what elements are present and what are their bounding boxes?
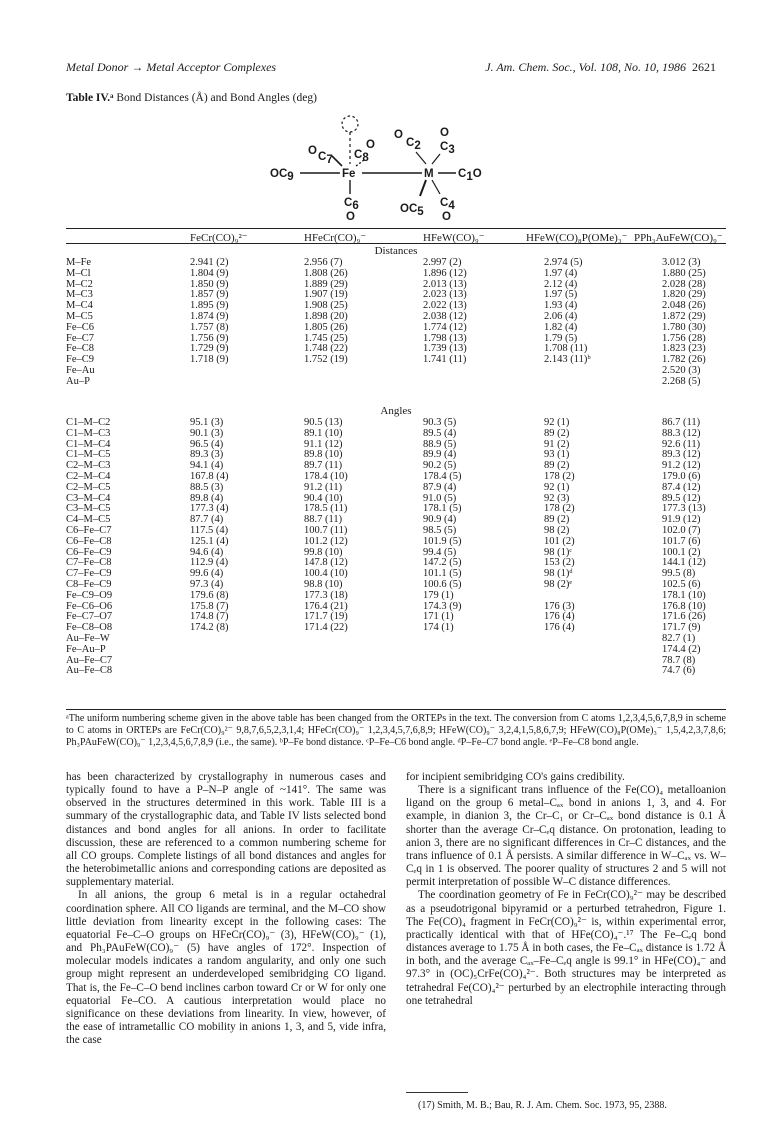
table-cell: 1.79 (5) <box>544 332 578 344</box>
scheme-c3: C3 <box>440 141 455 156</box>
table-cell: 2.12 (4) <box>544 278 578 290</box>
table-cell: 89.3 (12) <box>662 449 701 461</box>
table-cell: 90.2 (5) <box>423 460 457 472</box>
table-cell: 2.028 (28) <box>662 278 706 290</box>
table-cell: 167.8 (4) <box>190 470 229 482</box>
row-label: C7–Fe–C8 <box>66 557 112 569</box>
table-cell: 91.0 (5) <box>423 492 457 504</box>
table-cell: 178.1 (10) <box>662 589 706 601</box>
row-label: Au–Fe–W <box>66 632 110 644</box>
table-cell: 1.850 (9) <box>190 278 229 290</box>
table-cell: 100.1 (2) <box>662 546 701 558</box>
bond-m-c3 <box>432 154 440 164</box>
table-cell: 171.4 (22) <box>304 622 348 634</box>
table-label: Table IV.ᵃ <box>66 92 114 104</box>
row-label: Fe–C8 <box>66 343 95 355</box>
table-cell: 89.1 (10) <box>304 427 343 439</box>
table-cell: 92 (3) <box>544 492 570 504</box>
body-paragraph: has been characterized by crystallography in numerous cases and typically found to have a P–N–P angle of ~141°. The same was observed in the structures determined in this work. Table III is a summary of the crystallographic data, and Table IV lists selected bond distances and bond angles for all anions. In order to facilitate discussion, these are referenced to a common numbering scheme for all CO groups. Complete listings of all bond distances and angles for the heterobimetallic anions and corresponding cations are deposited as supplementary material. <box>66 771 386 889</box>
row-label: C8–Fe–C9 <box>66 578 112 590</box>
table-header-rule <box>66 243 726 244</box>
table-row <box>66 280 726 291</box>
table-cell: 101.2 (12) <box>304 535 348 547</box>
table-cell: 98 (1)ᵈ <box>544 568 573 580</box>
scheme-c2: C2 <box>406 137 421 152</box>
table-bottom-rule <box>66 709 726 710</box>
table-cell: 1.857 (9) <box>190 289 229 301</box>
table-cell: 178.5 (11) <box>304 503 348 515</box>
table-cell: 92.6 (11) <box>662 438 701 450</box>
row-label: Fe–C6 <box>66 321 95 333</box>
scheme-o4: O <box>442 211 451 223</box>
table-cell: 1.739 (13) <box>423 343 467 355</box>
table-cell: 100.6 (5) <box>423 578 462 590</box>
table-row <box>66 526 726 537</box>
table-cell: 92 (1) <box>544 417 570 428</box>
table-row <box>66 440 726 451</box>
table-row <box>66 301 726 312</box>
table-row <box>66 258 726 269</box>
table-cell: 1.97 (4) <box>544 267 578 279</box>
bond-fe-c7 <box>332 156 342 166</box>
scheme-fe: Fe <box>342 168 356 180</box>
table-cell: 88.9 (5) <box>423 438 457 450</box>
table-cell: 102.0 (7) <box>662 524 701 536</box>
table-cell: 178 (2) <box>544 503 575 515</box>
scheme-c4: C4 <box>440 197 455 212</box>
table-cell: 179 (1) <box>423 589 454 601</box>
table-cell: 1.97 (5) <box>544 289 578 301</box>
table-row <box>66 450 726 461</box>
table-row <box>66 494 726 505</box>
scheme-c1o: C1O <box>458 168 482 183</box>
table-cell: 1.757 (8) <box>190 321 229 333</box>
table-cell: 89.7 (11) <box>304 460 343 472</box>
table-cell: 100.4 (10) <box>304 568 348 580</box>
table-cell: 100.7 (11) <box>304 524 348 536</box>
table-cell: 2.997 (2) <box>423 257 462 268</box>
reference-17: (17) Smith, M. B.; Bau, R. J. Am. Chem. Soc. 1973, 95, 2388. <box>418 1100 667 1111</box>
table-row <box>66 312 726 323</box>
row-label: C7–Fe–C9 <box>66 568 112 580</box>
table-cell: 89.8 (4) <box>190 492 224 504</box>
table-cell: 2.048 (26) <box>662 300 706 312</box>
table-cell: 89.9 (4) <box>423 449 457 461</box>
table-cell: 2.06 (4) <box>544 310 578 322</box>
table-row <box>66 472 726 483</box>
table-cell: 2.941 (2) <box>190 257 229 268</box>
column-header: HFeCr(CO)₉⁻ <box>304 232 367 244</box>
table-cell: 176.4 (21) <box>304 600 348 612</box>
table-cell: 98.5 (5) <box>423 524 457 536</box>
row-label: Fe–Au–P <box>66 643 106 655</box>
table-cell: 89 (2) <box>544 460 570 472</box>
scheme-o8: O <box>366 139 375 151</box>
table-cell: 174 (1) <box>423 622 454 634</box>
table-row <box>66 548 726 559</box>
table-cell: 1.729 (9) <box>190 343 229 355</box>
table-cell: 88.5 (3) <box>190 481 224 493</box>
table-row <box>66 569 726 580</box>
table-row <box>66 461 726 472</box>
table-cell: 74.7 (6) <box>662 665 696 677</box>
table-cell: 89.8 (10) <box>304 449 343 461</box>
table-cell: 1.718 (9) <box>190 354 229 366</box>
table-cell: 96.5 (4) <box>190 438 224 450</box>
table-row <box>66 515 726 526</box>
row-label: C6–Fe–C8 <box>66 535 112 547</box>
scheme-svg <box>270 108 510 222</box>
table-cell: 91.9 (12) <box>662 514 701 526</box>
table-cell: 1.896 (12) <box>423 267 467 279</box>
table-cell: 177.3 (4) <box>190 503 229 515</box>
table-cell: 1.741 (11) <box>423 354 467 366</box>
table-cell: 1.808 (26) <box>304 267 348 279</box>
table-cell: 171.7 (9) <box>662 622 701 634</box>
table-cell: 88.7 (11) <box>304 514 343 526</box>
scheme-m: M <box>424 168 434 180</box>
table-cell: 87.7 (4) <box>190 514 224 526</box>
table-cell: 1.805 (26) <box>304 321 348 333</box>
table-cell: 178 (2) <box>544 470 575 482</box>
table-cell: 2.268 (5) <box>662 375 701 387</box>
row-label: C6–Fe–C9 <box>66 546 112 558</box>
running-header-journal <box>485 60 716 75</box>
table-cell: 93 (1) <box>544 449 570 461</box>
table-cell: 2.974 (5) <box>544 257 583 268</box>
table-row <box>66 656 726 667</box>
table-cell: 90.4 (10) <box>304 492 343 504</box>
numbering-scheme-diagram <box>270 108 510 222</box>
column-header: HFeW(CO)₈P(OMe)₃⁻ <box>526 232 628 244</box>
table-cell: 178.1 (5) <box>423 503 462 515</box>
table-row <box>66 429 726 440</box>
table-cell: 92 (1) <box>544 481 570 493</box>
table-cell: 176 (4) <box>544 611 575 623</box>
table-top-rule <box>66 228 726 229</box>
table-cell: 98 (1)ᶜ <box>544 546 573 558</box>
table-cell: 144.1 (12) <box>662 557 706 569</box>
row-label: M–Fe <box>66 257 92 268</box>
table-cell: 90.3 (5) <box>423 417 457 428</box>
bond-m-c5 <box>420 180 426 196</box>
table-cell: 2.520 (3) <box>662 364 701 376</box>
table-cell: 98 (2)ᵉ <box>544 578 573 590</box>
table-cell: 176 (3) <box>544 600 575 612</box>
table-cell: 1.756 (28) <box>662 332 706 344</box>
table-cell: 99.5 (8) <box>662 568 696 580</box>
table-cell: 87.4 (12) <box>662 481 701 493</box>
table-cell: 1.745 (25) <box>304 332 348 344</box>
table-row <box>66 645 726 656</box>
table-row <box>66 323 726 334</box>
table-cell: 1.780 (30) <box>662 321 706 333</box>
table-cell: 89 (2) <box>544 514 570 526</box>
table-cell: 99.6 (4) <box>190 568 224 580</box>
table-cell: 89.5 (12) <box>662 492 701 504</box>
table-cell: 2.023 (13) <box>423 289 467 301</box>
table-cell: 177.3 (13) <box>662 503 706 515</box>
table-row <box>66 634 726 645</box>
table-cell: 174.8 (7) <box>190 611 229 623</box>
table-cell: 2.038 (12) <box>423 310 467 322</box>
table-row <box>66 418 726 429</box>
bond-m-c4 <box>432 180 440 194</box>
table-cell: 153 (2) <box>544 557 575 569</box>
table-cell: 89.5 (4) <box>423 427 457 439</box>
table-cell: 1.898 (20) <box>304 310 348 322</box>
table-row <box>66 483 726 494</box>
table-cell: 88.3 (12) <box>662 427 701 439</box>
table-row <box>66 558 726 569</box>
row-label: C2–M–C3 <box>66 460 111 472</box>
table-cell: 90.9 (4) <box>423 514 457 526</box>
table-cell: 91 (2) <box>544 438 570 450</box>
row-label: C3–M–C4 <box>66 492 111 504</box>
table-cell: 87.9 (4) <box>423 481 457 493</box>
table-row <box>66 666 726 677</box>
table-cell: 82.7 (1) <box>662 632 696 644</box>
table-cell: 176 (4) <box>544 622 575 634</box>
body-paragraph: The coordination geometry of Fe in FeCr(CO)₉²⁻ may be described as a pseudotrigonal bipyramid or a perturbed tetrahedron, Figure 1. The Fe(CO)₄ fragment in FeCr(CO)₉²⁻ is, within experimental error, practically identical with that of HFe(CO)₄⁻.¹⁷ The Fe–Cₑq bond distances average to 1.75 Å in both cases, the Fe–Cₐₓ distance is 1.72 Å in both, and the average Cₐₓ–Fe–Cₑq angle is 99.1° in HFe(CO)₄⁻ and 97.3° in (OC)₅CrFe(CO)₄²⁻. Both structures may be interpreted as tetrahedral Fe(CO)₄²⁻ perturbed by an electrophile interacting through one tetrahedral <box>406 889 726 1007</box>
table-row <box>66 537 726 548</box>
row-label: C1–M–C3 <box>66 427 111 439</box>
column-header: HFeW(CO)₉⁻ <box>423 232 485 244</box>
table-cell: 179.6 (8) <box>190 589 229 601</box>
table-cell: 1.895 (9) <box>190 300 229 312</box>
column-header: PPh₃AuFeW(CO)₉⁻ <box>634 232 723 244</box>
table-cell: 178.4 (10) <box>304 470 348 482</box>
table-cell: 2.013 (13) <box>423 278 467 290</box>
table-cell: 1.93 (4) <box>544 300 578 312</box>
body-paragraph: for incipient semibridging CO's gains credibility. <box>406 771 625 783</box>
table-cell: 147.8 (12) <box>304 557 348 569</box>
table-cell: 177.3 (18) <box>304 589 348 601</box>
table-cell: 1.752 (19) <box>304 354 348 366</box>
table-row <box>66 504 726 515</box>
table-cell: 90.1 (3) <box>190 427 224 439</box>
table-cell: 2.956 (7) <box>304 257 343 268</box>
table-cell: 1.748 (22) <box>304 343 348 355</box>
row-label: C6–Fe–C7 <box>66 524 112 536</box>
body-column-right <box>406 771 726 1008</box>
table-cell: 179.0 (6) <box>662 470 701 482</box>
table-cell: 171.6 (26) <box>662 611 706 623</box>
reference-rule <box>406 1092 468 1093</box>
table-cell: 98.8 (10) <box>304 578 343 590</box>
scheme-o6: O <box>346 211 355 223</box>
scheme-o2: O <box>394 129 403 141</box>
distances-table <box>66 258 726 388</box>
page-number: 2621 <box>692 60 716 74</box>
scheme-oc5: OC5 <box>400 203 424 218</box>
table-cell: 125.1 (4) <box>190 535 229 547</box>
table-cell: 2.022 (13) <box>423 300 467 312</box>
table-cell: 117.5 (4) <box>190 524 229 536</box>
table-cell: 1.774 (12) <box>423 321 467 333</box>
table-cell: 91.1 (12) <box>304 438 343 450</box>
row-label: C1–M–C2 <box>66 417 111 428</box>
table-cell: 1.874 (9) <box>190 310 229 322</box>
table-cell: 98 (2) <box>544 524 570 536</box>
table-cell: 91.2 (12) <box>662 460 701 472</box>
scheme-o3: O <box>440 127 449 139</box>
angles-section-label: Angles <box>380 405 412 417</box>
row-label: Fe–C9–O9 <box>66 589 113 601</box>
row-label: Fe–C7 <box>66 332 95 344</box>
row-label: C2–M–C5 <box>66 481 111 493</box>
table-cell: 178.4 (5) <box>423 470 462 482</box>
table-cell: 112.9 (4) <box>190 557 229 569</box>
table-cell: 99.4 (5) <box>423 546 457 558</box>
table-cell: 1.782 (26) <box>662 354 706 366</box>
table-cell: 174.2 (8) <box>190 622 229 634</box>
table-cell: 94.1 (4) <box>190 460 224 472</box>
table-cell: 89 (2) <box>544 427 570 439</box>
table-cell: 101.1 (5) <box>423 568 462 580</box>
table-caption <box>66 92 317 104</box>
row-label: Au–Fe–C8 <box>66 665 113 677</box>
body-column-left <box>66 771 386 1047</box>
table-cell: 1.872 (29) <box>662 310 706 322</box>
row-label: M–C2 <box>66 278 93 290</box>
row-label: M–C3 <box>66 289 93 301</box>
row-label: M–Cl <box>66 267 91 279</box>
row-label: Fe–C6–O6 <box>66 600 113 612</box>
row-label: Fe–C8–O8 <box>66 622 113 634</box>
table-cell: 1.820 (29) <box>662 289 706 301</box>
table-cell: 174.4 (2) <box>662 643 701 655</box>
table-cell: 89.3 (3) <box>190 449 224 461</box>
table-cell: 101.9 (5) <box>423 535 462 547</box>
table-cell: 1.880 (25) <box>662 267 706 279</box>
table-cell: 99.8 (10) <box>304 546 343 558</box>
running-header-title: Metal Donor → Metal Acceptor Complexes <box>66 60 277 74</box>
table-cell: 1.804 (9) <box>190 267 229 279</box>
table-cell: 102.5 (6) <box>662 578 701 590</box>
table-cell: 175.8 (7) <box>190 600 229 612</box>
scheme-c8: C8 <box>354 149 369 164</box>
table-row <box>66 269 726 280</box>
row-label: M–C5 <box>66 310 93 322</box>
table-row <box>66 591 726 602</box>
body-paragraph: There is a significant trans influence of the Fe(CO)₄ metalloanion ligand on the group 6 metal–Cₐₓ bond in anions 1, 3, and 4. For example, in dianion 3, the Cr–C₁ or Cr–Cₐₓ bond distance is 0.1 Å shorter than the average Cr–Cₑq distance. On protonation, leading to anion 3, there are no significant differences in Cr–C distances, and the trans influence of 0.1 Å persists. A similar difference in W–Cₐₓ vs. W–Cₑq in 1 is observed. The poorer quality of structures 2 and 5 will not permit interpretation of possible W–C distance differences. <box>406 784 726 889</box>
table-cell: 1.708 (11) <box>544 343 588 355</box>
distances-section-label: Distances <box>374 245 418 257</box>
scheme-c7: C7 <box>318 151 333 166</box>
journal-citation: J. Am. Chem. Soc., Vol. 108, No. 10, 1986 <box>485 60 686 74</box>
table-cell: 1.889 (29) <box>304 278 348 290</box>
table-cell: 101 (2) <box>544 535 575 547</box>
table-cell: 90.5 (13) <box>304 417 343 428</box>
row-label: Au–Fe–C7 <box>66 654 113 666</box>
table-row <box>66 366 726 377</box>
table-row <box>66 580 726 591</box>
table-cell: 171.7 (19) <box>304 611 348 623</box>
table-cell: 174.3 (9) <box>423 600 462 612</box>
table-row <box>66 344 726 355</box>
table-cell: 94.6 (4) <box>190 546 224 558</box>
table-cell: 1.82 (4) <box>544 321 578 333</box>
table-cell: 1.756 (9) <box>190 332 229 344</box>
row-label: Au–P <box>66 375 90 387</box>
row-label: C3–M–C5 <box>66 503 111 515</box>
table-cell: 1.907 (19) <box>304 289 348 301</box>
row-label: Fe–Au <box>66 364 95 376</box>
column-header: FeCr(CO)₉²⁻ <box>190 232 248 244</box>
row-label: C1–M–C5 <box>66 449 111 461</box>
bond-m-c2 <box>416 152 426 164</box>
table-cell: 171 (1) <box>423 611 454 623</box>
row-label: Fe–C9 <box>66 354 95 366</box>
table-cell: 78.7 (8) <box>662 654 696 666</box>
table-row <box>66 334 726 345</box>
table-cell: 86.7 (11) <box>662 417 701 428</box>
table-row <box>66 377 726 388</box>
table-row <box>66 602 726 613</box>
scheme-oc9: OC9 <box>270 168 294 183</box>
row-label: C4–M–C5 <box>66 514 111 526</box>
row-label: C2–M–C4 <box>66 470 111 482</box>
dashed-atom-circle <box>342 116 358 132</box>
table-cell: 147.2 (5) <box>423 557 462 569</box>
table-footnote: ᵃThe uniform numbering scheme given in the above table has been changed from the ORTEPs in the text. The conversion from C atoms 1,2,3,4,5,6,7,8,9 in scheme to C atoms in ORTEPs are FeCr(CO)₉²⁻ 9,8,7,6,5,2,3,1,4; HFeCr(CO)₉⁻ 1,2,3,4,5,7,6,8,9; HFeW(CO)₉⁻ 3,2,4,1,5,8,6,7,9; HFeW(CO)₈P(OMe)₃⁻ 1,5,4,2,3,7,8,6; Ph₃PAuFeW(CO)₉⁻ 1,2,3,4,5,6,7,8,9 (i.e., the same). ᵇP–Fe bond distance. ᶜP–Fe–C6 bond angle. ᵈP–Fe–C7 bond angle. ᵉP–Fe–C8 bond angle. <box>66 713 726 748</box>
table-row <box>66 612 726 623</box>
table-row <box>66 355 726 366</box>
table-cell: 1.823 (23) <box>662 343 706 355</box>
body-paragraph: In all anions, the group 6 metal is in a regular octahedral coordination sphere. All CO ligands are terminal, and the M–CO show little deviation from linearity except in the following cases: The equatorial Fe–C–O groups on HFeCr(CO)₉⁻ (3), HFeW(CO)₉⁻ (1), and Ph₃PAuFeW(CO)₉⁻ (5) have angles of 172°. Inspection of molecular models indicates a random angularity, and only one such group might represent an underdeveloped semibridging CO ligand. That is, the Fe–C–O bend inclines carbon toward Cr or W for only one equatorial Fe–CO. A cautious interpretation would place no significance on these deviations from linearity. In view, however, of the ease of intrametallic CO mobility in anions 1, 3, and 5, vide infra, the case <box>66 889 386 1047</box>
table-cell: 91.2 (11) <box>304 481 343 493</box>
table-cell: 1.798 (13) <box>423 332 467 344</box>
scheme-c6: C6 <box>344 197 359 212</box>
table-cell: 3.012 (3) <box>662 257 701 268</box>
angles-table <box>66 418 726 677</box>
table-cell: 2.143 (11)ᵇ <box>544 354 591 366</box>
table-cell: 1.908 (25) <box>304 300 348 312</box>
table-row <box>66 623 726 634</box>
table-cell: 95.1 (3) <box>190 417 224 428</box>
scheme-o7: O <box>308 145 317 157</box>
row-label: Fe–C7–O7 <box>66 611 113 623</box>
table-row <box>66 290 726 301</box>
table-cell: 101.7 (6) <box>662 535 701 547</box>
table-cell: 176.8 (10) <box>662 600 706 612</box>
row-label: M–C4 <box>66 300 93 312</box>
table-title: Bond Distances (Å) and Bond Angles (deg) <box>113 92 317 104</box>
row-label: C1–M–C4 <box>66 438 111 450</box>
table-cell: 97.3 (4) <box>190 578 224 590</box>
